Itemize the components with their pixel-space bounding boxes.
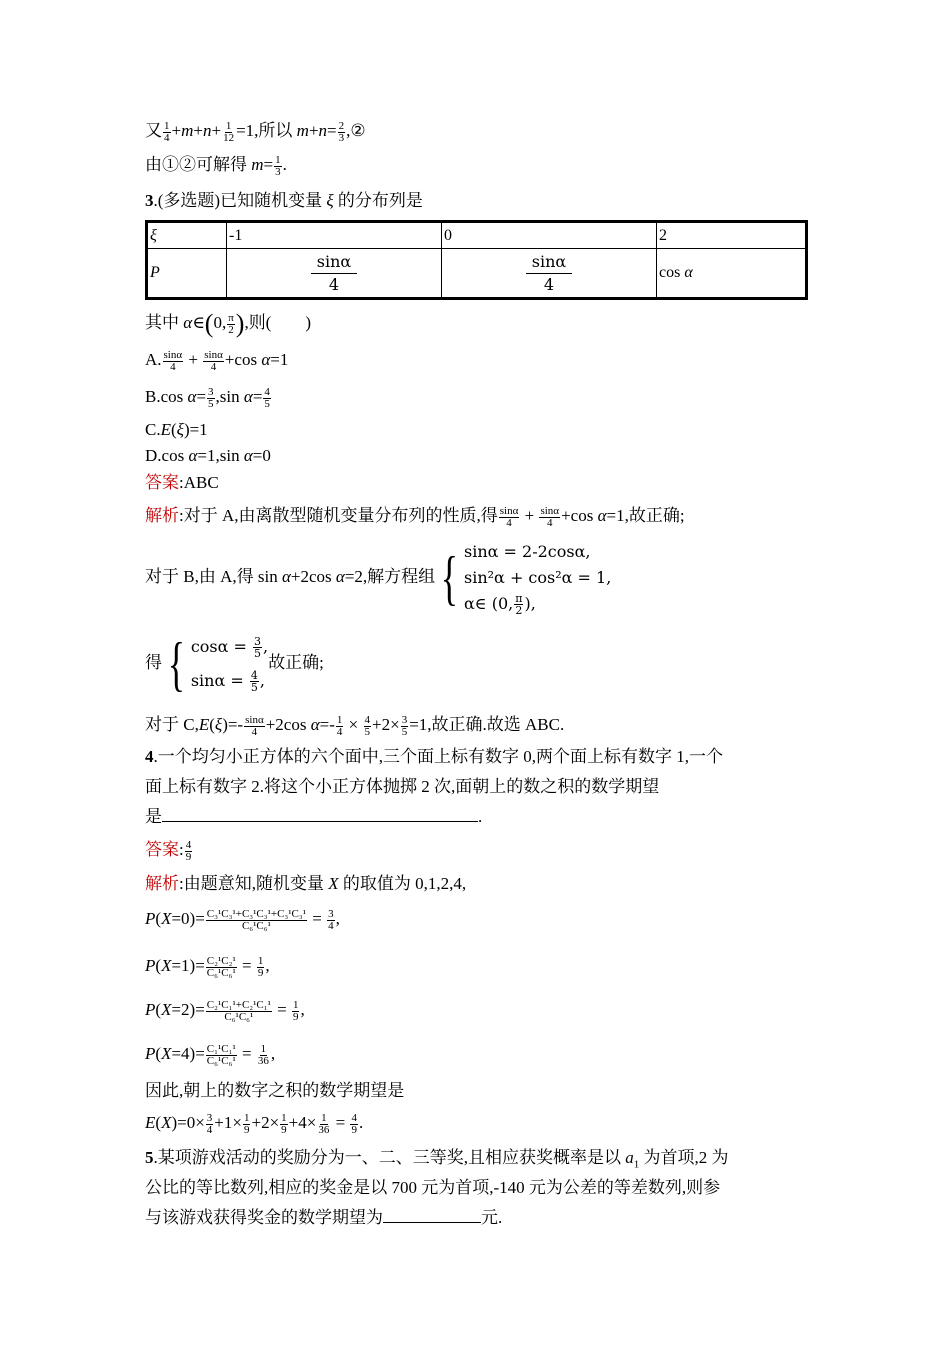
table-cell: 2: [657, 222, 807, 249]
solution-3-line-2: 对于 B,由 A,得 sin α+2cos α=2,解方程组{ sinα = 2-2cosα, sin²α + cos²α = 1, α∈ (0, $\frac{\pi}{2}$ ),: [145, 536, 611, 618]
fraction: $\frac{1}{9}$: [243, 1111, 250, 1136]
fraction: $\frac{4}{9}$: [185, 838, 192, 863]
fraction: $\frac{1}{36}$: [318, 1111, 330, 1136]
fraction: $\frac{\sin\alpha}{4}$: [245, 713, 264, 738]
answer-blank[interactable]: [383, 1206, 481, 1223]
fraction: $\frac{\text{C₂¹C₁¹+C₂¹C₁¹}}{\text{C₆¹C₆¹}}$: [206, 998, 271, 1023]
question-5-line-3: 与该游戏获得奖金的数学期望为 元.: [145, 1208, 503, 1227]
solution-line-1: 又 $\frac{1}{4}$ +m+n+ $\frac{1}{12}$ =1,所以 m+n= $\frac{2}{3}$ ,②: [145, 119, 366, 144]
probability-x-2: P(X=2)= $\frac{\text{C₂¹C₁¹+C₂¹C₁¹}}{\text{C₆¹C₆¹}}$ = $\frac{1}{9}$ ,: [145, 998, 305, 1023]
question-3-stem: 3.(多选题)已知随机变量 ξ 的分布列是: [145, 191, 423, 210]
fraction: $\frac{3}{5}$: [401, 713, 408, 738]
expectation-intro: 因此,朝上的数字之积的数学期望是: [145, 1081, 405, 1100]
question-4-line-3: 是 .: [145, 807, 483, 826]
solution-3-line-1: 解析:对于 A,由离散型随机变量分布列的性质,得 $\frac{\sin\alpha}{4}$ + $\frac{\sin\alpha}{4}$ +cos α=1,故正确;: [145, 504, 685, 529]
table-cell: $\frac{\sin\alpha}{4}$: [442, 249, 657, 299]
fraction: $\frac{4}{5}$: [364, 713, 370, 738]
fraction: $\frac{\pi}{2}$: [228, 311, 234, 336]
answer-label: 答案: [145, 840, 179, 859]
table-cell: ξ: [147, 222, 227, 249]
fraction: $\frac{3}{5}$: [208, 385, 214, 410]
fraction: $\frac{\text{C₁¹C₁¹}}{\text{C₆¹C₆¹}}$: [206, 1042, 236, 1067]
equation-system: sinα = 2-2cosα, sin²α + cos²α = 1, α∈ (0, $\frac{\pi}{2}$ ),: [464, 542, 612, 618]
option-d: D.cos α=1,sin α=0: [145, 446, 271, 465]
fraction: $\frac{1}{9}$: [281, 1111, 287, 1136]
option-a: A. $\frac{\sin\alpha}{4}$ + $\frac{\sin\alpha}{4}$ +cos α=1: [145, 348, 289, 373]
answer-label: 答案: [145, 473, 179, 492]
option-b: B.cos α= $\frac{3}{5}$ ,sin α= $\frac{4}{5}$: [145, 385, 270, 410]
solution-label: 解析: [145, 506, 179, 525]
fraction: $\frac{4}{9}$: [351, 1111, 357, 1136]
fraction: $\frac{\text{C₃¹C₃¹+C₃¹C₃¹+C₃¹C₃¹}}{\text{C₆¹C₆¹}}$: [206, 907, 307, 932]
text: 又: [145, 121, 162, 140]
equation-system: cosα = $\frac{3}{5}$ , sinα = $\frac{4}{5}$ ,: [190, 635, 269, 695]
fraction: $\frac{\sin\alpha}{4}$: [499, 504, 519, 529]
question-4-line-1: 4.一个均匀小正方体的六个面中,三个面上标有数字 0,两个面上标有数字 1,一个: [145, 747, 723, 766]
fraction: $\frac{1}{9}$: [257, 954, 264, 979]
solution-label: 解析: [145, 874, 179, 893]
option-c: C.E(ξ)=1: [145, 420, 208, 439]
fraction: $\frac{1}{3}$: [275, 153, 281, 178]
fraction: $\frac{1}{9}$: [292, 998, 299, 1023]
table-row: [147, 222, 807, 249]
question-number: 4: [145, 747, 154, 766]
answer-blank[interactable]: [162, 805, 478, 822]
question-3-condition: 其中 α∈(0, $\frac{\pi}{2}$ ),则( ): [145, 309, 312, 339]
fraction: $\frac{\sin\alpha}{4}$: [204, 348, 223, 373]
question-5-line-2: 公比的等比数列,相应的奖金是以 700 元为首项,-140 元为公差的等差数列,则参: [145, 1178, 721, 1197]
fraction: $\frac{1}{4}$: [336, 713, 343, 738]
fraction: $\frac{1}{4}$: [164, 119, 170, 144]
probability-x-1: P(X=1)= $\frac{\text{C₂¹C₂¹}}{\text{C₆¹C₆¹}}$ = $\frac{1}{9}$ ,: [145, 954, 270, 979]
fraction: $\frac{\sin\alpha}{4}$: [540, 504, 560, 529]
fraction: $\frac{4}{5}$: [264, 385, 270, 410]
answer-3: 答案:ABC: [145, 473, 219, 492]
question-number: 3: [145, 191, 154, 210]
answer-4: 答案: $\frac{4}{9}$: [145, 838, 192, 863]
question-5-line-1: 5.某项游戏活动的奖励分为一、二、三等奖,且相应获奖概率是以 $a_1$ 为首项,2 为: [145, 1148, 729, 1171]
brace-glyph: {: [440, 545, 459, 612]
distribution-table: [145, 220, 808, 300]
fraction: $\frac{\text{C₂¹C₂¹}}{\text{C₆¹C₆¹}}$: [206, 954, 236, 979]
question-4-line-2: 面上标有数字 2.将这个小正方体抛掷 2 次,面朝上的数之积的数学期望: [145, 777, 660, 796]
table-row: [147, 249, 807, 299]
fraction: $\frac{3}{4}$: [206, 1111, 213, 1136]
brace-glyph: {: [167, 631, 186, 698]
fraction: $\frac{1}{36}$: [257, 1042, 269, 1067]
expectation-formula: E(X)=0× $\frac{3}{4}$ +1× $\frac{1}{9}$ +2× $\frac{1}{9}$ +4× $\frac{1}{36}$ = $\frac{4}{9}$ .: [145, 1111, 364, 1136]
solution-3-line-3: 得{ cosα = $\frac{3}{5}$ , sinα = $\frac{4}{5}$ , 故正确;: [145, 631, 324, 698]
solution-line-2: 由①②可解得 m= $\frac{1}{3}$ .: [145, 153, 287, 178]
solution-3-line-4: 对于 C,E(ξ)=- $\frac{\sin\alpha}{4}$ +2cos α=- $\frac{1}{4}$ × $\frac{4}{5}$ +2× $\frac{3}{5}$ =1,故正确.故选 ABC.: [145, 713, 565, 738]
table-cell: cos α: [657, 249, 807, 299]
table-cell: $\frac{\sin\alpha}{4}$: [227, 249, 442, 299]
probability-x-0: P(X=0)= $\frac{\text{C₃¹C₃¹+C₃¹C₃¹+C₃¹C₃¹}}{\text{C₆¹C₆¹}}$ = $\frac{3}{4}$ ,: [145, 907, 340, 932]
fraction: $\frac{3}{4}$: [328, 907, 334, 932]
table-cell: P: [147, 249, 227, 299]
fraction: $\frac{1}{12}$: [223, 119, 235, 144]
question-number: 5: [145, 1148, 154, 1167]
table-cell: 0: [442, 222, 657, 249]
solution-4-intro: 解析:由题意知,随机变量 X 的取值为 0,1,2,4,: [145, 874, 467, 893]
fraction: $\frac{2}{3}$: [338, 119, 345, 144]
probability-x-4: P(X=4)= $\frac{\text{C₁¹C₁¹}}{\text{C₆¹C₆¹}}$ = $\frac{1}{36}$ ,: [145, 1042, 276, 1067]
fraction: $\frac{\sin\alpha}{4}$: [163, 348, 183, 373]
table-cell: -1: [227, 222, 442, 249]
